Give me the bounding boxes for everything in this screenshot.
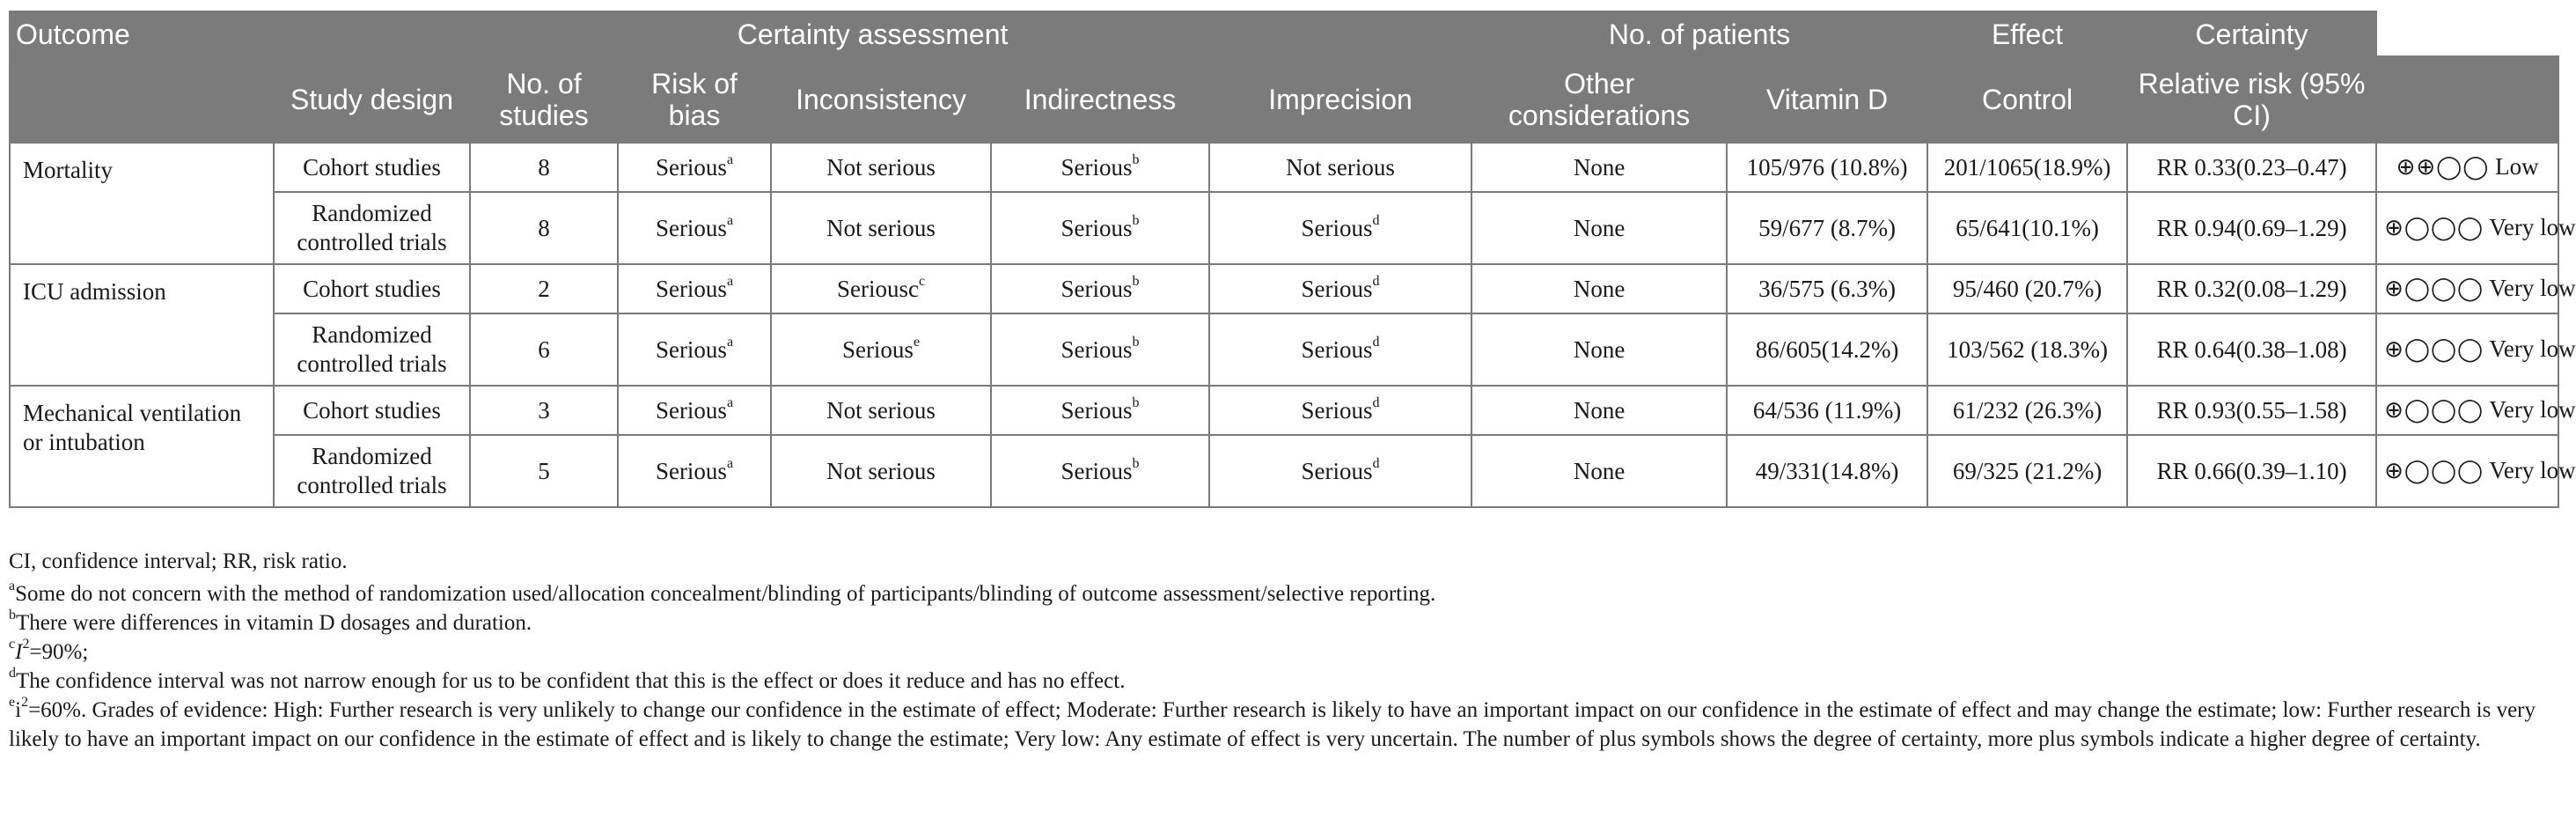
cell-risk-of-bias-text: Serious [655, 275, 727, 302]
header-outcome: Outcome [10, 11, 274, 56]
cell-indirectness-text: Serious [1060, 153, 1133, 181]
cell-inconsistency-text: Not serious [826, 214, 936, 241]
cell-relative-risk [2127, 264, 2376, 313]
footnote-marker: b [1132, 394, 1140, 410]
header-no-of-patients: No. of patients [1471, 11, 1927, 56]
certainty-rating-icon: ⊕⊕◯◯ [2396, 154, 2490, 181]
cell-study-design [274, 143, 470, 192]
cell-vitamin-d [1727, 143, 1927, 192]
cell-certainty [2376, 264, 2576, 313]
cell-relative-risk-text: RR 0.64(0.38–1.08) [2156, 335, 2347, 363]
cell-inconsistency-text: Not serious [826, 396, 936, 424]
header-vitamin-d: Vitamin D [1727, 56, 1927, 143]
footnote-d-text: The confidence interval was not narrow enough for us to be confident that this is the effect or does it reduce and has no effect. [16, 669, 1126, 693]
cell-control [1927, 264, 2127, 313]
cell-inconsistency [771, 313, 991, 386]
cell-imprecision-text: Serious [1301, 335, 1373, 363]
table-row [10, 435, 2558, 507]
cell-imprecision [1209, 386, 1471, 435]
cell-other-considerations [1471, 143, 1727, 192]
cell-no-of-studies-text: 6 [538, 335, 550, 363]
cell-other-considerations-text: None [1573, 396, 1626, 424]
cell-imprecision [1209, 192, 1471, 264]
cell-study-design-text: Cohort studies [303, 153, 441, 181]
cell-vitamin-d-text: 64/536 (11.9%) [1752, 396, 1902, 424]
cell-inconsistency-text: Not serious [826, 457, 936, 484]
cell-indirectness [991, 264, 1209, 313]
cell-other-considerations-text: None [1573, 214, 1626, 241]
cell-control-text: 69/325 (21.2%) [1952, 457, 2103, 484]
cell-relative-risk-text: RR 0.94(0.69–1.29) [2156, 214, 2347, 241]
footnote-marker: a [726, 212, 734, 228]
cell-other-considerations-text: None [1573, 153, 1626, 181]
cell-indirectness [991, 435, 1209, 507]
cell-study-design [274, 386, 470, 435]
footnote-c [9, 637, 2552, 667]
cell-certainty [2376, 435, 2576, 507]
cell-other-considerations-text: None [1573, 335, 1626, 363]
cell-vitamin-d-text: 59/677 (8.7%) [1758, 214, 1897, 241]
cell-study-design-text: Randomized controlled trials [297, 200, 447, 255]
footnote-abbreviations: CI, confidence interval; RR, risk ratio. [9, 549, 348, 573]
cell-relative-risk [2127, 435, 2376, 507]
cell-other-considerations [1471, 386, 1727, 435]
table-header [10, 11, 2558, 143]
footnote-marker: b [1132, 212, 1140, 228]
cell-other-considerations-text: None [1573, 275, 1626, 302]
cell-vitamin-d-text: 49/331(14.8%) [1755, 457, 1899, 484]
cell-control [1927, 143, 2127, 192]
cell-control-text: 95/460 (20.7%) [1952, 275, 2103, 302]
cell-other-considerations [1471, 264, 1727, 313]
cell-study-design [274, 192, 470, 264]
cell-indirectness-text: Serious [1060, 275, 1133, 302]
cell-imprecision-text: Serious [1301, 457, 1373, 484]
table-body [10, 143, 2576, 507]
certainty-label: Very low [2489, 214, 2576, 240]
header-indirectness: Indirectness [991, 56, 1209, 143]
footnote-b-text: There were differences in vitamin D dosages and duration. [16, 611, 532, 635]
footnote-marker: b [1132, 334, 1140, 350]
cell-relative-risk-text: RR 0.32(0.08–1.29) [2156, 275, 2347, 302]
certainty-rating-icon: ⊕◯◯◯ [2384, 458, 2484, 484]
cell-vitamin-d [1727, 192, 1927, 264]
cell-certainty [2376, 386, 2576, 435]
certainty-label: Very low [2489, 335, 2576, 362]
cell-imprecision-text: Serious [1301, 396, 1373, 424]
footnote-b-marker: b [9, 607, 16, 623]
header-no-of-studies: No. of studies [470, 56, 618, 143]
cell-outcome: Mechanical ventilation or intubation [10, 386, 274, 507]
cell-study-design-text: Cohort studies [303, 396, 441, 424]
certainty-rating-icon: ⊕◯◯◯ [2384, 215, 2484, 241]
header-inconsistency: Inconsistency [771, 56, 991, 143]
footnote-e-exponent: 2 [21, 694, 29, 710]
cell-inconsistency [771, 386, 991, 435]
footnote-d-marker: d [9, 665, 16, 681]
cell-risk-of-bias-text: Serious [655, 335, 727, 363]
cell-vitamin-d [1727, 313, 1927, 386]
header-row-columns [10, 56, 2558, 143]
cell-control [1927, 435, 2127, 507]
cell-study-design-text: Randomized controlled trials [297, 443, 447, 498]
cell-vitamin-d-text: 105/976 (10.8%) [1746, 153, 1908, 181]
cell-no-of-studies [470, 143, 618, 192]
cell-risk-of-bias [618, 313, 771, 386]
cell-inconsistency [771, 264, 991, 313]
footnote-marker: d [1372, 455, 1380, 471]
cell-other-considerations [1471, 192, 1727, 264]
cell-no-of-studies [470, 386, 618, 435]
cell-certainty [2376, 313, 2576, 386]
footnote-marker: a [726, 151, 734, 167]
grade-evidence-table-container [9, 11, 2576, 508]
cell-no-of-studies [470, 192, 618, 264]
footnote-marker: d [1372, 394, 1380, 410]
footnote-marker: a [726, 394, 734, 410]
header-row-groups [10, 11, 2558, 56]
footnote-c-exponent: 2 [22, 636, 30, 652]
cell-no-of-studies-text: 8 [538, 153, 550, 181]
cell-study-design-text: Randomized controlled trials [297, 321, 447, 377]
footnote-e-variable: i [15, 698, 22, 722]
table-row [10, 313, 2558, 386]
certainty-rating-icon: ⊕◯◯◯ [2384, 276, 2484, 302]
cell-control-text: 201/1065(18.9%) [1943, 153, 2111, 181]
footnote-marker: a [726, 455, 734, 471]
cell-inconsistency-text: Serious [841, 335, 914, 363]
cell-imprecision [1209, 143, 1471, 192]
cell-no-of-studies [470, 435, 618, 507]
header-imprecision: Imprecision [1209, 56, 1471, 143]
cell-imprecision-text: Serious [1301, 275, 1373, 302]
header-blank-outcome [10, 56, 274, 143]
footnote-marker: e [913, 334, 921, 350]
cell-imprecision [1209, 264, 1471, 313]
cell-control-text: 61/232 (26.3%) [1952, 396, 2103, 424]
cell-certainty [2376, 192, 2576, 264]
cell-other-considerations [1471, 435, 1727, 507]
table-footnotes [9, 547, 2552, 754]
cell-risk-of-bias [618, 264, 771, 313]
footnote-marker: a [726, 273, 734, 289]
header-other-considerations: Other considerations [1471, 56, 1727, 143]
header-control: Control [1927, 56, 2127, 143]
cell-relative-risk-text: RR 0.66(0.39–1.10) [2156, 457, 2347, 484]
certainty-label: Very low [2489, 457, 2576, 483]
cell-relative-risk-text: RR 0.33(0.23–0.47) [2156, 153, 2347, 181]
table-row [10, 386, 2558, 435]
header-blank-certainty [2376, 56, 2558, 143]
footnote-marker: b [1132, 273, 1140, 289]
header-risk-of-bias: Risk of bias [618, 56, 771, 143]
cell-inconsistency-text: Seriousc [836, 275, 919, 302]
cell-vitamin-d [1727, 435, 1927, 507]
footnote-c-marker: c [9, 636, 16, 652]
cell-no-of-studies-text: 5 [538, 457, 550, 484]
cell-study-design-text: Cohort studies [303, 275, 441, 302]
footnote-a-marker: a [9, 578, 16, 593]
footnote-marker: a [726, 334, 734, 350]
cell-inconsistency-text: Not serious [826, 153, 936, 181]
cell-relative-risk [2127, 143, 2376, 192]
cell-no-of-studies [470, 313, 618, 386]
table-row [10, 143, 2558, 192]
cell-relative-risk [2127, 192, 2376, 264]
cell-risk-of-bias [618, 192, 771, 264]
footnote-c-variable: I [15, 640, 23, 664]
cell-inconsistency [771, 435, 991, 507]
cell-indirectness [991, 313, 1209, 386]
cell-risk-of-bias-text: Serious [655, 457, 727, 484]
cell-study-design [274, 313, 470, 386]
footnote-b [9, 608, 2552, 637]
footnote-a-text: Some do not concern with the method of randomization used/allocation concealment/blinding of participants/blinding of outcome assessment/selective reporting. [15, 582, 1436, 606]
cell-other-considerations [1471, 313, 1727, 386]
cell-other-considerations-text: None [1573, 457, 1626, 484]
footnote-a [9, 579, 2552, 608]
footnote-e-text: =60%. Grades of evidence: High: Further research is very unlikely to change our confidence in the estimate of effect; Moderate: Further research is likely to have an important impact on our confidence in the estimate of effect and may change the estimate; low: Further research is very likely to have an important impact on our confidence in the estimate of effect and is likely to change the estimate; Very low: Any estimate of effect is very uncertain. The number of plus symbols shows the degree of certainty, more plus symbols indicate a higher degree of certainty. [9, 698, 2536, 751]
cell-inconsistency [771, 192, 991, 264]
cell-relative-risk [2127, 313, 2376, 386]
certainty-label: Very low [2489, 396, 2576, 423]
footnote-marker: b [1132, 151, 1140, 167]
grade-evidence-table [9, 11, 2576, 508]
cell-control [1927, 192, 2127, 264]
cell-indirectness-text: Serious [1060, 214, 1133, 241]
cell-imprecision [1209, 313, 1471, 386]
cell-indirectness [991, 192, 1209, 264]
cell-control [1927, 386, 2127, 435]
table-row [10, 264, 2558, 313]
cell-indirectness-text: Serious [1060, 396, 1133, 424]
header-relative-risk: Relative risk (95% CI) [2127, 56, 2376, 143]
cell-certainty [2376, 143, 2558, 192]
cell-indirectness-text: Serious [1060, 335, 1133, 363]
cell-imprecision [1209, 435, 1471, 507]
footnote-marker: d [1372, 334, 1380, 350]
cell-risk-of-bias-text: Serious [655, 214, 727, 241]
cell-no-of-studies-text: 8 [538, 214, 550, 241]
cell-no-of-studies-text: 2 [538, 275, 550, 302]
cell-risk-of-bias [618, 386, 771, 435]
footnote-marker: d [1372, 212, 1380, 228]
cell-relative-risk [2127, 386, 2376, 435]
footnote-c-text: =90%; [29, 640, 89, 664]
header-certainty-assessment: Certainty assessment [274, 11, 1471, 56]
cell-relative-risk-text: RR 0.93(0.55–1.58) [2156, 396, 2347, 424]
cell-imprecision-text: Serious [1301, 214, 1373, 241]
cell-vitamin-d-text: 36/575 (6.3%) [1758, 275, 1897, 302]
cell-risk-of-bias-text: Serious [655, 396, 727, 424]
cell-risk-of-bias [618, 435, 771, 507]
cell-no-of-studies [470, 264, 618, 313]
footnote-marker: d [1372, 273, 1380, 289]
cell-outcome: ICU admission [10, 264, 274, 386]
cell-control [1927, 313, 2127, 386]
cell-control-text: 103/562 (18.3%) [1947, 335, 2109, 363]
footnote-e [9, 696, 2552, 754]
certainty-rating-icon: ⊕◯◯◯ [2384, 397, 2484, 424]
cell-indirectness [991, 386, 1209, 435]
cell-vitamin-d-text: 86/605(14.2%) [1755, 335, 1899, 363]
cell-no-of-studies-text: 3 [538, 396, 550, 424]
footnote-marker: b [1132, 455, 1140, 471]
cell-risk-of-bias [618, 143, 771, 192]
header-effect: Effect [1927, 11, 2127, 56]
certainty-rating-icon: ⊕◯◯◯ [2384, 336, 2484, 363]
cell-inconsistency [771, 143, 991, 192]
cell-vitamin-d [1727, 386, 1927, 435]
cell-study-design [274, 264, 470, 313]
cell-control-text: 65/641(10.1%) [1956, 214, 2099, 241]
cell-vitamin-d [1727, 264, 1927, 313]
certainty-label: Very low [2489, 275, 2576, 301]
cell-study-design [274, 435, 470, 507]
cell-imprecision-text: Not serious [1286, 153, 1395, 181]
footnote-e-marker: e [9, 694, 16, 710]
footnote-d [9, 667, 2552, 696]
cell-indirectness [991, 143, 1209, 192]
header-certainty: Certainty [2127, 11, 2376, 56]
header-study-design: Study design [274, 56, 470, 143]
cell-risk-of-bias-text: Serious [655, 153, 727, 181]
certainty-label: Low [2495, 153, 2539, 180]
footnote-marker: c [918, 273, 926, 289]
table-row [10, 192, 2558, 264]
cell-indirectness-text: Serious [1060, 457, 1133, 484]
cell-outcome: Mortality [10, 143, 274, 264]
